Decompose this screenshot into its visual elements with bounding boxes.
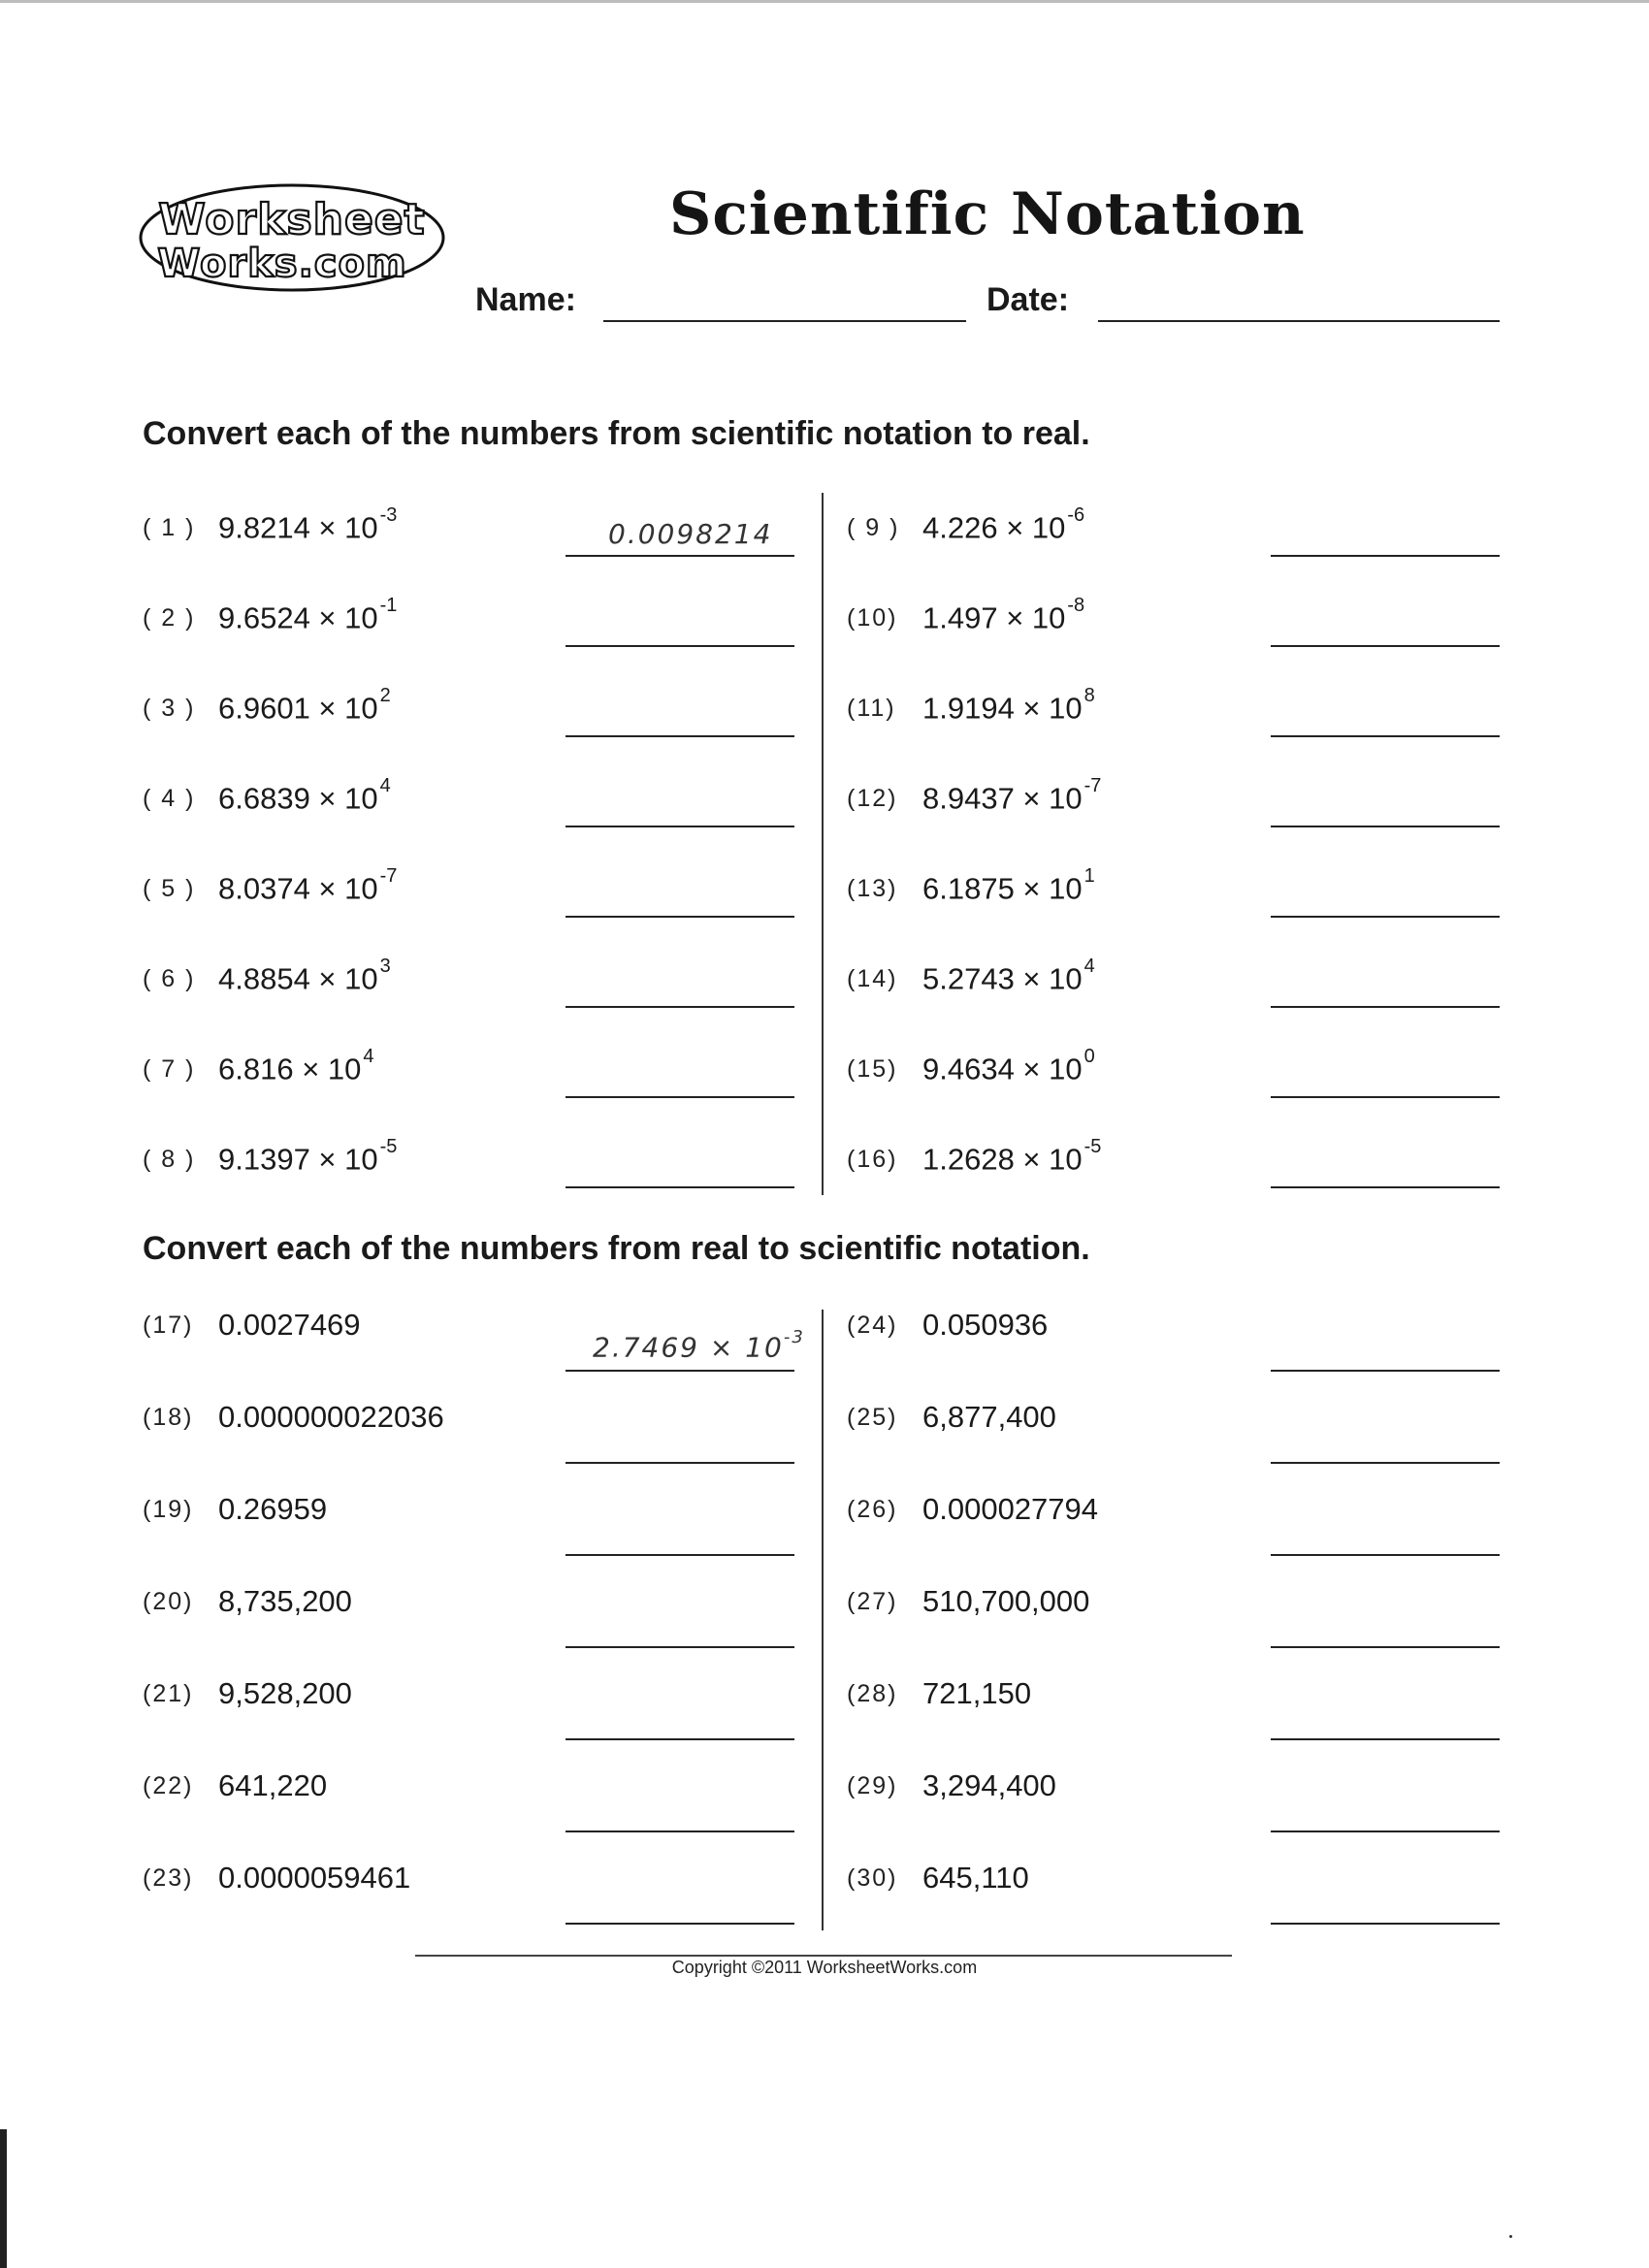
problem-value: 641,220 xyxy=(218,1768,328,1802)
problem-number: (14) xyxy=(847,965,898,992)
answer-field[interactable] xyxy=(566,1096,794,1098)
expression-mantissa: 5.2743 × 10 xyxy=(922,961,1083,996)
problem-item xyxy=(143,775,822,843)
expression-mantissa: 6.9601 × 10 xyxy=(218,691,378,726)
answer-field[interactable] xyxy=(1271,1186,1500,1188)
problem-expression xyxy=(218,595,398,635)
problem-item xyxy=(847,1676,1526,1738)
problem-number: ( 8 ) xyxy=(143,1146,196,1173)
scan-edge-mark xyxy=(0,2129,7,2268)
expression-mantissa: 4.8854 × 10 xyxy=(218,961,378,996)
answer-field[interactable] xyxy=(566,1554,794,1556)
problem-item xyxy=(847,1136,1526,1204)
footer-divider xyxy=(415,1955,1232,1957)
name-field[interactable] xyxy=(603,320,966,322)
problem-number: ( 1 ) xyxy=(143,514,196,541)
answer-field[interactable] xyxy=(566,916,794,918)
problem-item xyxy=(143,1136,822,1204)
expression-exponent: -1 xyxy=(379,595,398,616)
problem-number: ( 7 ) xyxy=(143,1055,196,1083)
answer-field[interactable] xyxy=(566,1370,794,1372)
problem-item xyxy=(143,504,822,572)
problem-number: (18) xyxy=(143,1404,194,1431)
problem-expression xyxy=(922,1136,1102,1177)
problem-number: ( 9 ) xyxy=(847,514,900,541)
answer-field[interactable] xyxy=(1271,1370,1500,1372)
problem-value: 9,528,200 xyxy=(218,1676,352,1710)
worksheetworks-logo xyxy=(137,181,451,294)
section2-column-divider xyxy=(822,1310,824,1930)
expression-exponent: -6 xyxy=(1067,504,1085,526)
answer-field[interactable] xyxy=(566,1006,794,1008)
expression-mantissa: 1.2628 × 10 xyxy=(922,1142,1083,1177)
problem-number: (15) xyxy=(847,1055,898,1083)
problem-expression xyxy=(922,685,1095,726)
expression-exponent: -7 xyxy=(1083,775,1102,796)
answer-field[interactable] xyxy=(566,826,794,827)
section2-instruction: Convert each of the numbers from real to scientific notation. xyxy=(143,1230,1090,1267)
answer-field[interactable] xyxy=(566,1462,794,1464)
answer-field[interactable] xyxy=(566,1738,794,1740)
problem-number: (29) xyxy=(847,1772,898,1799)
expression-mantissa: 8.0374 × 10 xyxy=(218,871,378,906)
logo-line1: Worksheet xyxy=(158,195,426,244)
problem-expression xyxy=(922,865,1095,906)
problem-expression xyxy=(218,865,398,906)
problem-item xyxy=(847,685,1526,753)
problem-number: ( 6 ) xyxy=(143,965,196,992)
problem-expression xyxy=(922,595,1085,635)
problem-number: (19) xyxy=(143,1496,194,1523)
scan-speck xyxy=(1509,2235,1512,2238)
problem-item xyxy=(143,1492,822,1554)
problem-value: 0.050936 xyxy=(922,1308,1049,1342)
expression-exponent: 0 xyxy=(1083,1046,1095,1067)
problem-number: (17) xyxy=(143,1312,194,1339)
expression-mantissa: 9.6524 × 10 xyxy=(218,600,378,635)
answer-field[interactable] xyxy=(1271,1006,1500,1008)
problem-number: (28) xyxy=(847,1680,898,1707)
expression-mantissa: 1.9194 × 10 xyxy=(922,691,1083,726)
expression-exponent: 4 xyxy=(379,775,391,796)
answer-field[interactable] xyxy=(1271,1554,1500,1556)
problem-value: 645,110 xyxy=(922,1861,1029,1895)
problem-expression xyxy=(218,1046,374,1086)
problem-value: 0.000000022036 xyxy=(218,1400,444,1434)
expression-mantissa: 6.6839 × 10 xyxy=(218,781,378,816)
problem-item xyxy=(143,1861,822,1923)
section1-column-divider xyxy=(822,493,824,1195)
problem-number: ( 3 ) xyxy=(143,695,196,722)
answer-field[interactable] xyxy=(1271,1738,1500,1740)
problem-expression xyxy=(218,504,398,545)
answer-field[interactable] xyxy=(566,645,794,647)
expression-mantissa: 9.4634 × 10 xyxy=(922,1052,1083,1086)
expression-exponent: 1 xyxy=(1083,865,1095,887)
handwritten-answer xyxy=(593,1327,805,1364)
problem-expression xyxy=(218,775,391,816)
expression-mantissa: 1.497 × 10 xyxy=(922,600,1066,635)
problem-expression xyxy=(922,1046,1095,1086)
problem-item xyxy=(143,1308,822,1370)
section1-instruction: Convert each of the numbers from scientific notation to real. xyxy=(143,415,1090,452)
problem-number: (21) xyxy=(143,1680,194,1707)
answer-field[interactable] xyxy=(1271,1096,1500,1098)
problem-item xyxy=(847,1492,1526,1554)
problem-number: ( 4 ) xyxy=(143,785,196,812)
date-field[interactable] xyxy=(1098,320,1500,322)
problem-value: 8,735,200 xyxy=(218,1584,352,1618)
problem-item xyxy=(847,1400,1526,1462)
problem-expression xyxy=(218,956,391,996)
handwritten-answer: 0.0098214 xyxy=(608,518,773,550)
answer-field[interactable] xyxy=(1271,916,1500,918)
copyright-text: Copyright ©2011 WorksheetWorks.com xyxy=(671,1958,978,1977)
problem-number: (25) xyxy=(847,1404,898,1431)
problem-item xyxy=(143,1584,822,1646)
expression-exponent: -3 xyxy=(379,504,398,526)
problem-number: (24) xyxy=(847,1312,898,1339)
problem-item xyxy=(847,1584,1526,1646)
problem-number: (12) xyxy=(847,785,898,812)
answer-field[interactable] xyxy=(566,1831,794,1832)
expression-exponent: -5 xyxy=(1083,1136,1102,1157)
answer-exponent: -3 xyxy=(783,1327,805,1347)
logo-line2: Works.com xyxy=(157,242,407,286)
date-label: Date: xyxy=(986,281,1070,318)
answer-field[interactable] xyxy=(1271,645,1500,647)
problem-number: (30) xyxy=(847,1864,898,1892)
problem-number: (11) xyxy=(847,695,896,722)
problem-item xyxy=(847,504,1526,572)
problem-item xyxy=(143,595,822,663)
expression-exponent: -5 xyxy=(379,1136,398,1157)
problem-item xyxy=(143,1676,822,1738)
problem-number: (10) xyxy=(847,604,898,632)
problem-number: (13) xyxy=(847,875,898,902)
problem-value: 6,877,400 xyxy=(922,1400,1056,1434)
problem-number: ( 2 ) xyxy=(143,604,196,632)
problem-item xyxy=(847,1861,1526,1923)
answer-field[interactable] xyxy=(1271,1923,1500,1925)
expression-mantissa: 9.8214 × 10 xyxy=(218,510,378,545)
expression-exponent: 4 xyxy=(1083,956,1095,977)
expression-exponent: 4 xyxy=(363,1046,374,1067)
problem-number: (16) xyxy=(847,1146,898,1173)
expression-exponent: 3 xyxy=(379,956,391,977)
problem-item xyxy=(143,1046,822,1114)
problem-item xyxy=(847,1046,1526,1114)
problem-item xyxy=(143,865,822,933)
expression-mantissa: 6.816 × 10 xyxy=(218,1052,362,1086)
problem-value: 0.0000059461 xyxy=(218,1861,411,1895)
answer-field[interactable] xyxy=(566,1646,794,1648)
problem-number: (26) xyxy=(847,1496,898,1523)
answer-field[interactable] xyxy=(1271,1462,1500,1464)
problem-item xyxy=(847,865,1526,933)
answer-field[interactable] xyxy=(1271,1831,1500,1832)
name-label: Name: xyxy=(475,281,576,318)
expression-exponent: 8 xyxy=(1083,685,1095,706)
problem-value: 0.000027794 xyxy=(922,1492,1099,1526)
answer-field[interactable] xyxy=(1271,555,1500,557)
problem-value: 510,700,000 xyxy=(922,1584,1090,1618)
expression-mantissa: 8.9437 × 10 xyxy=(922,781,1083,816)
expression-exponent: -7 xyxy=(379,865,398,887)
problem-value: 0.0027469 xyxy=(218,1308,361,1342)
expression-mantissa: 9.1397 × 10 xyxy=(218,1142,378,1177)
problem-number: (27) xyxy=(847,1588,898,1615)
problem-item xyxy=(847,1768,1526,1831)
answer-field[interactable] xyxy=(566,555,794,557)
answer-field[interactable] xyxy=(566,1923,794,1925)
problem-item xyxy=(847,775,1526,843)
problem-value: 3,294,400 xyxy=(922,1768,1056,1802)
problem-value: 0.26959 xyxy=(218,1492,328,1526)
problem-item xyxy=(143,1768,822,1831)
expression-mantissa: 6.1875 × 10 xyxy=(922,871,1083,906)
problem-expression xyxy=(922,504,1085,545)
problem-item xyxy=(143,1400,822,1462)
expression-exponent: 2 xyxy=(379,685,391,706)
problem-value: 721,150 xyxy=(922,1676,1032,1710)
expression-mantissa: 4.226 × 10 xyxy=(922,510,1066,545)
worksheet-title: Scientific Notation xyxy=(669,180,1306,248)
problem-expression xyxy=(922,775,1102,816)
answer-field[interactable] xyxy=(566,735,794,737)
problem-expression xyxy=(218,685,391,726)
answer-mantissa: 2.7469 × 10 xyxy=(593,1331,784,1364)
answer-field[interactable] xyxy=(1271,826,1500,827)
problem-number: (22) xyxy=(143,1772,194,1799)
problem-item xyxy=(143,685,822,753)
answer-field[interactable] xyxy=(566,1186,794,1188)
answer-field[interactable] xyxy=(1271,735,1500,737)
problem-item xyxy=(847,1308,1526,1370)
page-top-edge xyxy=(0,0,1649,3)
problem-expression xyxy=(218,1136,398,1177)
problem-item xyxy=(847,595,1526,663)
expression-exponent: -8 xyxy=(1067,595,1085,616)
problem-item xyxy=(847,956,1526,1023)
problem-expression xyxy=(922,956,1095,996)
problem-number: (23) xyxy=(143,1864,194,1892)
problem-number: ( 5 ) xyxy=(143,875,196,902)
problem-number: (20) xyxy=(143,1588,194,1615)
problem-item xyxy=(143,956,822,1023)
answer-field[interactable] xyxy=(1271,1646,1500,1648)
